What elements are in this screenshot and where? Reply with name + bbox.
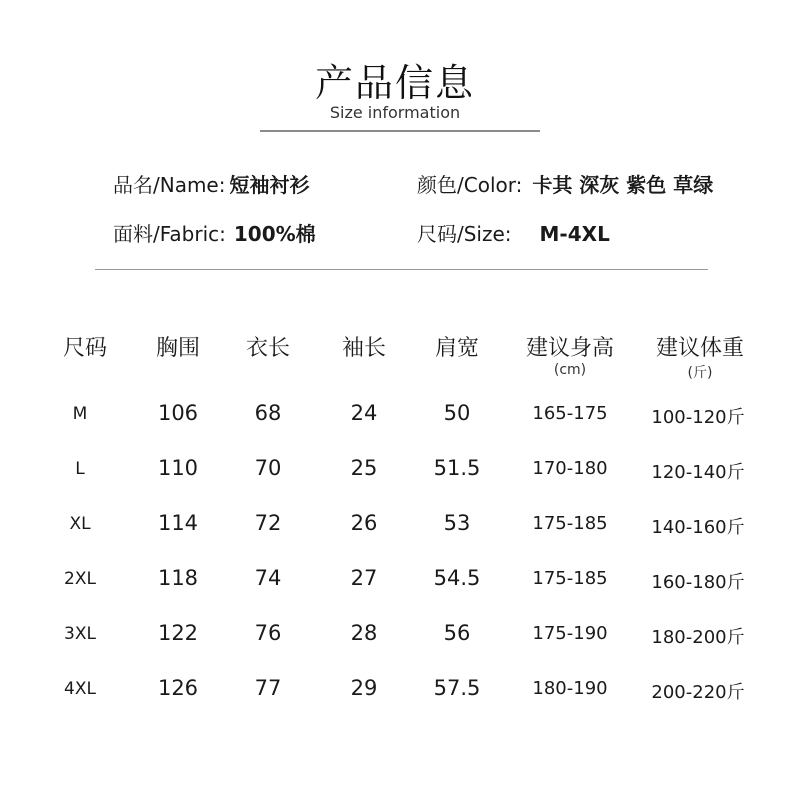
cell-sleeve: 29 bbox=[350, 676, 378, 700]
cell-length: 76 bbox=[254, 621, 282, 645]
cell-size: 4XL bbox=[64, 679, 96, 699]
cell-height: 175-190 bbox=[532, 623, 608, 644]
cell-sleeve: 25 bbox=[350, 456, 378, 480]
info-name bbox=[113, 169, 309, 198]
cell-sleeve: 28 bbox=[350, 621, 378, 645]
cell-weight: 160-180斤 bbox=[651, 572, 745, 593]
cell-shoulder: 50 bbox=[443, 401, 471, 425]
cell-shoulder: 57.5 bbox=[433, 676, 481, 700]
info-name-value: 短袖衬衫 bbox=[229, 173, 310, 197]
cell-size: XL bbox=[69, 514, 91, 534]
page-title: 产品信息 bbox=[314, 61, 475, 105]
cell-chest: 110 bbox=[157, 456, 199, 480]
cell-sleeve: 24 bbox=[350, 401, 378, 425]
title-divider bbox=[260, 130, 540, 132]
cell-weight: 140-160斤 bbox=[651, 517, 745, 538]
cell-chest: 122 bbox=[157, 621, 199, 645]
header-shoulder: 肩宽 bbox=[434, 336, 479, 361]
header-length: 衣长 bbox=[245, 336, 290, 361]
info-color-label: 颜色/Color: bbox=[417, 173, 523, 197]
cell-chest: 118 bbox=[157, 566, 199, 590]
info-size-value: M-4XL bbox=[539, 222, 610, 246]
header-size: 尺码 bbox=[62, 336, 107, 361]
header-weight-unit: (斤) bbox=[687, 365, 713, 381]
cell-chest: 106 bbox=[157, 401, 199, 425]
cell-size: L bbox=[75, 459, 85, 479]
header-height-unit: (cm) bbox=[553, 362, 587, 378]
cell-chest: 114 bbox=[157, 511, 199, 535]
info-color bbox=[417, 169, 713, 198]
info-fabric bbox=[113, 218, 316, 247]
header-sleeve: 袖长 bbox=[341, 336, 386, 361]
header-height: 建议身高 bbox=[525, 336, 614, 361]
cell-size: M bbox=[72, 404, 88, 424]
cell-shoulder: 56 bbox=[443, 621, 471, 645]
info-fabric-value: 100%棉 bbox=[233, 222, 316, 246]
cell-weight: 120-140斤 bbox=[651, 462, 745, 483]
cell-height: 170-180 bbox=[532, 458, 608, 479]
cell-sleeve: 26 bbox=[350, 511, 378, 535]
cell-length: 68 bbox=[254, 401, 282, 425]
cell-length: 70 bbox=[254, 456, 282, 480]
info-divider bbox=[95, 269, 708, 270]
cell-sleeve: 27 bbox=[350, 566, 378, 590]
page-subtitle: Size information bbox=[329, 103, 461, 122]
info-fabric-label: 面料/Fabric: bbox=[113, 222, 226, 246]
cell-length: 74 bbox=[254, 566, 282, 590]
cell-height: 175-185 bbox=[532, 568, 608, 589]
cell-weight: 100-120斤 bbox=[651, 407, 745, 428]
cell-shoulder: 54.5 bbox=[433, 566, 481, 590]
info-size-label: 尺码/Size: bbox=[417, 222, 512, 246]
cell-length: 77 bbox=[254, 676, 282, 700]
info-name-label: 品名/Name: bbox=[113, 173, 226, 197]
cell-height: 180-190 bbox=[532, 678, 608, 699]
cell-weight: 180-200斤 bbox=[651, 627, 745, 648]
cell-length: 72 bbox=[254, 511, 282, 535]
cell-size: 3XL bbox=[64, 624, 96, 644]
header-chest: 胸围 bbox=[155, 336, 200, 361]
cell-height: 175-185 bbox=[532, 513, 608, 534]
cell-chest: 126 bbox=[157, 676, 199, 700]
cell-size: 2XL bbox=[64, 569, 96, 589]
cell-height: 165-175 bbox=[532, 403, 608, 424]
info-color-value: 卡其 深灰 紫色 草绿 bbox=[532, 173, 714, 197]
cell-weight: 200-220斤 bbox=[651, 682, 745, 703]
cell-shoulder: 51.5 bbox=[433, 456, 481, 480]
cell-shoulder: 53 bbox=[443, 511, 471, 535]
header-weight: 建议体重 bbox=[655, 336, 744, 361]
info-size bbox=[417, 218, 610, 247]
